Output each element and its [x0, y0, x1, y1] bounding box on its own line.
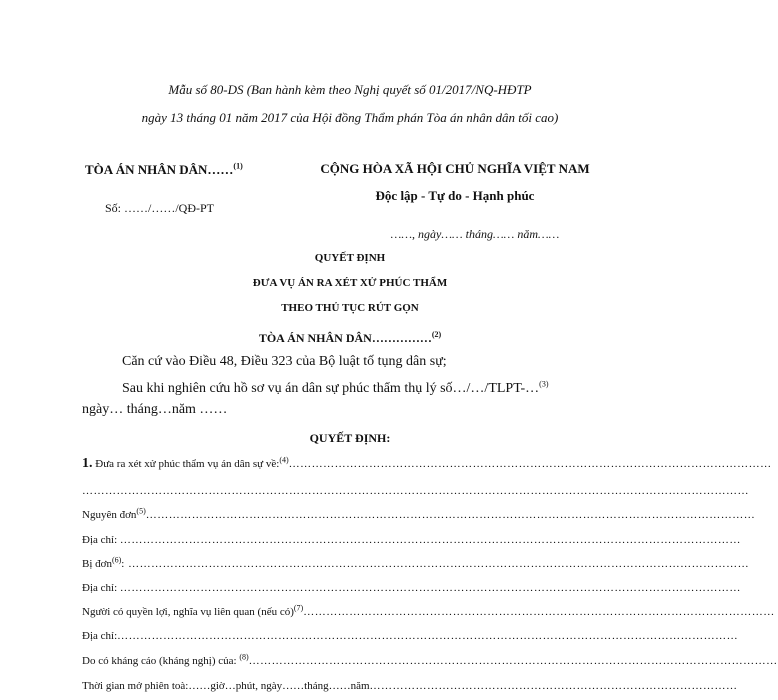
related-party-label: Người có quyền lợi, nghĩa vụ liên quan (nếu có): [82, 606, 294, 618]
form-reference-line1: Mẫu số 80-DS (Ban hành kèm theo Nghị quyết số 01/2017/NQ-HĐTP: [168, 82, 532, 97]
item-1-label: Đưa ra xét xử phúc thẩm vụ án dân sự về:: [95, 458, 280, 470]
court-name-text: TÒA ÁN NHÂN DÂN……: [85, 162, 234, 177]
case-review-text: Sau khi nghiên cứu hồ sơ vụ án dân sự phúc thẩm thụ lý số…/…/TLPT-…: [122, 381, 540, 396]
appeal-note: (8): [239, 652, 249, 662]
title-decision: QUYẾT ĐỊNH: [314, 252, 386, 264]
item-1-number: 1.: [82, 456, 93, 471]
title-line2: ĐƯA VỤ ÁN RA XÉT XỬ PHÚC THẨM: [252, 277, 448, 289]
issuing-court-note: (2): [431, 330, 442, 339]
form-related-party: Người có quyền lợi, nghĩa vụ liên quan (nếu có)$^{(7)}$……………………………………………………………………………………………………………: [82, 603, 775, 618]
legal-basis: Căn cứ vào Điều 48, Điều 323 của Bộ luật tố tụng dân sự;: [122, 354, 447, 369]
form-hearing-time: Thời gian mở phiên toà:……giờ…phút, ngày……tháng……năm……………………………………………………………………………………: [82, 680, 738, 692]
court-note: (1): [233, 161, 243, 171]
case-review-date: ngày… tháng…năm ……: [82, 402, 228, 417]
form-address-1: Địa chỉ: ………………………………………………………………………………………………………………………………………………: [82, 534, 741, 546]
decision-heading: QUYẾT ĐỊNH:: [309, 431, 391, 445]
address-1-label: Địa chỉ:: [82, 534, 118, 546]
form-appeal: Do có kháng cáo (kháng nghị) của: $^{(8)}$…………………………………………………………………………………………………………………………: [82, 652, 778, 667]
defendant-note: (6): [111, 555, 122, 565]
case-review-note: (3): [539, 379, 549, 389]
related-party-note: (7): [293, 603, 304, 613]
form-reference-line2: ngày 13 tháng 01 năm 2017 của Hội đồng Thẩm phán Tòa án nhân dân tối cao): [141, 110, 559, 125]
issuing-court: [0, 331, 700, 346]
form-plaintiff: Nguyên đơn$^{(5)}$……………………………………………………………………………………………………………………………………………: [82, 506, 756, 521]
place-date: ……, ngày…… tháng…… năm……: [390, 227, 560, 241]
form-item-1: 1. Đưa ra xét xử phúc thẩm vụ án dân sự về:$^{(4)}$………………………………………………………………………………………………………………: [82, 455, 772, 471]
address-3-label: Địa chỉ:: [82, 630, 118, 642]
nation-name: CỘNG HÒA XÃ HỘI CHỦ NGHĨA VIỆT NAM: [320, 161, 590, 176]
decision-number: Số: ……/……/QĐ-PT: [105, 201, 215, 215]
national-motto: Độc lập - Tự do - Hạnh phúc: [375, 188, 535, 203]
case-review: [122, 381, 548, 397]
form-blank-line: …………………………………………………………………………………………………………………………………………………………: [82, 485, 749, 497]
issuing-court-text: TÒA ÁN NHÂN DÂN……………: [258, 331, 432, 345]
item-1-note: (4): [279, 455, 289, 465]
form-address-3: Địa chỉ:………………………………………………………………………………………………………………………………………………: [82, 630, 739, 642]
plaintiff-label: Nguyên đơn: [82, 509, 137, 521]
defendant-label: Bị đơn: [82, 558, 112, 570]
hearing-time-label: Thời gian mở phiên toà:……giờ…phút, ngày……tháng……năm: [82, 680, 370, 692]
title-line3: THEO THỦ TỤC RÚT GỌN: [281, 302, 419, 314]
form-defendant: Bị đơn$^{(6)}$: ………………………………………………………………………………………………………………………………………………: [82, 555, 750, 570]
address-2-label: Địa chỉ:: [82, 582, 118, 594]
court-name: [85, 162, 243, 178]
appeal-label: Do có kháng cáo (kháng nghị) của:: [82, 655, 237, 667]
form-address-2: Địa chỉ: ………………………………………………………………………………………………………………………………………………: [82, 582, 741, 594]
plaintiff-note: (5): [136, 506, 146, 516]
